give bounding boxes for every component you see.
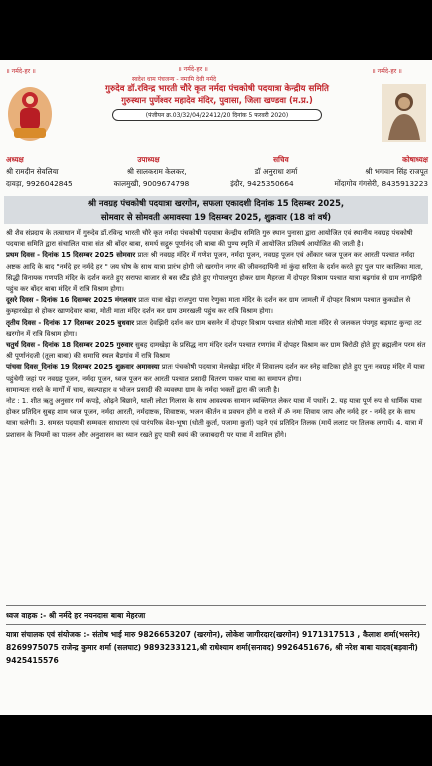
day5-label: पांचवा दिवस_दिनांक 19 दिसम्बर 2025 शुक्रवार अमावस्या <box>6 363 160 372</box>
itinerary-body <box>6 228 426 441</box>
day2-text: प्रातः यात्रा खेड़ा राजपुरा पास रेणुका माता मंदिर के दर्शन कर ग्राम जामली में दोपहर विश्राम पश्चात कुकडोल से कुम्हारखेड़ा से होकर खाणदेवार बाबा, मोती माता मंदिर दर्शन कर ग्राम उमरखली पहुंच कर रात्रि विश्राम होगा। <box>6 296 411 316</box>
role-treasurer: कोषाध्यक्ष <box>402 155 428 164</box>
day5-paragraph <box>6 362 426 384</box>
name-secretary: डॉ अनुराधा शर्मा <box>254 167 298 176</box>
name-treasurer: श्री भगवान सिंह राजपूत <box>365 167 428 176</box>
footer-divider-2 <box>6 624 426 625</box>
day5-text: प्रातः पंचकोषी पदयात्रा मेलखेड़ा मंदिर में शिवालय दर्शन कर स्नेह वाटिका होते हुए पुनः नवग्रह मंदिर में यात्रा पहुंचेगी जहां पर नवग्रह पूजन, नर्मदा पूजन, ध्वज पूजन कर आरती पश्चात प्रसादी वितरण पाकर यात्रा का समापन होगा। <box>6 363 425 383</box>
footer-divider <box>6 605 426 606</box>
contact-treasurer: मोंदागोव गंगसेरी, 8435913223 <box>334 179 428 188</box>
day4-text: सुबह दामखेड़ा के प्रसिद्ध नाग मंदिर दर्शन पश्चात रणगांव में दोपहर विश्राम कर ग्राम बिरोठी होते हुए ब्रह्मलीन परम संत श्री पूर्णानंदजी (तूला बाबा) की समाधि स्थल बैडगांव में रात्रि विश्राम <box>6 341 426 361</box>
day1-text: प्रातः श्री नवग्रह मंदिर में गणेश पूजन, नर्मदा पूजन, नवग्रह पूजन एवं ओंकार ध्वज पूजन कर आरती पश्चात नर्मदा अष्टक आदि के बाद "नर्मदे हर नर्मदे हर " जय घोष के साथ यात्रा प्रारंभ होगी जो खरगोन नगर की जीवनदायिनी मां कुंदा सरिता के दर्शन करते हुए पुल पार कालिका माता, सिद्धी विनायक गणपति मंदिर के दर्शन करते हुए सराफा बाजार से बस स्टैंड होते हुए गोपालपुरा होकर ग्राम मैहरजा में दोपहर विश्राम पश्चात यात्रा बढ़गांव से ग्राम नागझिरी पहुंच कर बोंदर बाबा मंदिर में रात्रि विश्राम होगा। <box>6 251 423 294</box>
tagline: स्वदेश धाम पंचजन्य - नमामि देवी नर्मदे <box>132 76 217 83</box>
intro-paragraph: श्री शैव संप्रदाय के तत्वाधान में गुरुदेव डॉ.रविन्द्र भारती चौरे कृत नर्मदा पंचकोषी पदयात्रा केन्द्रीय समिति गुरु स्थान पुनासा द्वारा आयोजित एवं स्थानीय नवग्रह पंचकोषी पदयात्रा समिति द्वारा संचालित यात्रा संत श्री बोंदर बाबा, समर्थ सद्गुरु पूर्णानंद जी बाबा की पुण्य स्मृति में आयोजित प्रतिवर्ष आयोजित की जाती है। <box>6 229 413 249</box>
committee-address: गुरुस्थान पुर्णेश्वर महादेव मंदिर, पुवासा, जिला खण्डवा (म.प्र.) <box>121 95 313 105</box>
day3-paragraph <box>6 318 426 340</box>
role-vice-president: उपाध्यक्ष <box>137 155 160 164</box>
officers-table <box>6 154 428 190</box>
narmade-har-left: ॥ नर्मदे-हर ॥ <box>6 68 36 75</box>
saint-portrait-image <box>382 84 426 142</box>
day2-label: दूसरे दिवस - दिनांक 16 दिसम्बर 2025 मंगलवार <box>6 296 137 305</box>
contact-secretary: इंदौर, 9425350664 <box>230 179 294 188</box>
organizers-line: यात्रा संचालक एवं संयोजक :- संतोष भाई मारु 9826653207 (खरगोन), लोकेश जागीरदार(खरगोन) 9171317513 , कैलाश शर्मा(भसनेर) 8269975075 राजेन्द्र कुमार शर्मा (सलघाट) 9893233121,श्री राधेश्याम शर्मा(सनावद) 9926451676, श्री नरेश बाबा यादव(बड़वानी) 9425415576 <box>6 630 421 665</box>
pamphlet-sheet <box>0 60 432 715</box>
committee-title: गुरुदेव डॉ.रविन्द्र भारती चौरे कृत नर्मदा पंचकोषी पदयात्रा केन्द्रीय समिति <box>105 84 329 94</box>
day4-label: चतुर्थ दिवस - दिनांक 18 दिसम्बर 2025 गुरुवार <box>6 341 133 350</box>
day2-paragraph <box>6 295 426 317</box>
day3-label: तृतीय दिवस - दिनांक 17 दिसम्बर 2025 बुधवार <box>6 318 135 327</box>
contact-vice-president: कालमुखी, 9009674798 <box>113 179 190 188</box>
day4-paragraph <box>6 340 426 362</box>
day1-label: प्रथम दिवस - दिनांक 15 दिसम्बर 2025 सोमवार <box>6 251 136 260</box>
narmade-har-center: ॥ नर्मदे-हर ॥ <box>178 66 208 73</box>
narmade-har-right: ॥ नर्मदे-हर ॥ <box>372 68 402 75</box>
registration-number: (पंजीयन क्र.03/32/04/22412/20 दिनांक 5 फरवरी 2020) <box>112 109 322 121</box>
event-banner-line1: श्री नवग्रह पंचकोषी पदयात्रा खरगोन, सफला एकादशी दिनांक 15 दिसम्बर 2025, <box>4 196 428 210</box>
officer-roles-row <box>6 154 428 166</box>
officer-contacts-row <box>6 178 428 190</box>
footer-contacts <box>6 603 426 667</box>
goddess-emblem-image <box>6 84 54 142</box>
day1-paragraph <box>6 250 426 295</box>
day3-text: प्रातः देवझिरी दर्शन कर ग्राम बसनेर में दोपहर विश्राम पश्चात संतोषी माता मंदिर से जलकल पंपगृह बड़घाट कुन्दा तट खरगोन में रात्रि विश्राम होगा। <box>6 318 422 338</box>
flag-bearer-line: ध्वज वाहक :- श्री नर्मदे हर नयनदास बाबा मेहरजा <box>6 611 146 620</box>
instructions-note: नोट : 1. शीत ऋतु अनुसार गर्म कपड़े, ओढ़ने बिछाने, थाली लोटा गिलास के साथ आवश्यक सामान व्यक्तिगत लेकर यात्रा में पधारें। 2. यह यात्रा पूर्ण रुप से धार्मिक यात्रा होकर प्रतिदिन सुबह शाम ध्वज पूजन, नर्मदा आरती, नर्मदाष्टक, शिवाष्टक, भजन कीर्तन व प्रवचन होंगे व रास्ते में ॐ नमः शिवाय जाप और नर्मदे हर - नर्मदे हर के साथ यात्रा चलेगी। 3. समस्त पदयात्री सम्मवतः साधारण एवं पारंपरिक वेश-भूषा (धोती कुर्ता, पजामा कुर्ता) पहने एवं प्रतिदिन तिलक (मायें ललाट पर तिलक लगायें। 4. यात्रा में प्रशासन के नियमों का पालन और अनुशासन का ध्यान रखते हुए यात्री स्वयं की जवाबदारी पर यात्रा में शामिल होंगे। <box>6 397 423 439</box>
event-banner-line2: सोमवार से सोमवती अमावस्या 19 दिसम्बर 2025, शुक्रवार (18 वां वर्ष) <box>4 210 428 224</box>
name-president: श्री रामदीन सेवलिया <box>6 167 59 176</box>
officer-names-row <box>6 166 428 178</box>
general-note: सामान्यतः रास्ते के मार्गों में चाय, स्वल्पाहार व भोजन प्रसादी की व्यवस्था ग्राम के नर्मदा भक्तों द्वारा की जाती है। <box>6 385 280 394</box>
name-vice-president: श्री सालकराम केलकर, <box>126 167 187 176</box>
contact-president: दावड़ा, 9926042845 <box>6 179 73 188</box>
role-secretary: सचिव <box>273 155 289 164</box>
role-president: अध्यक्ष <box>6 155 24 164</box>
